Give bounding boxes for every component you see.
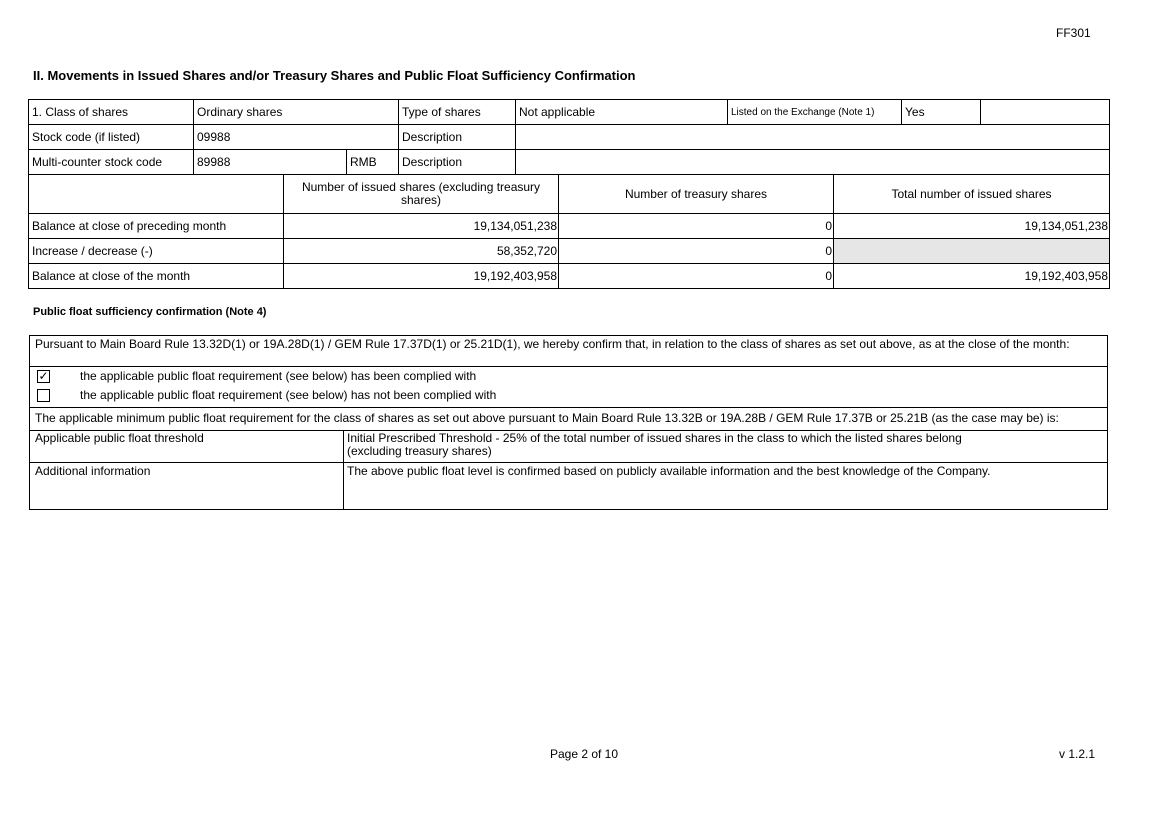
row-issued: 19,192,403,958 (284, 264, 559, 289)
row-total: 19,192,403,958 (834, 264, 1110, 289)
public-float-box (29, 335, 1108, 510)
class-value: Ordinary shares (194, 100, 399, 125)
listed-extra (981, 100, 1110, 125)
additional-value: The above public float level is confirmed based on publicly available information and the best knowledge of the Company. (347, 464, 991, 478)
stock-code-row (29, 125, 1110, 150)
check-mark-icon: ✓ (38, 369, 49, 383)
movements-header-blank (29, 175, 284, 214)
class-label: 1. Class of shares (29, 100, 194, 125)
type-value: Not applicable (516, 100, 728, 125)
divider (343, 430, 344, 510)
description-value (516, 125, 1110, 150)
checkbox-complied[interactable] (37, 370, 50, 383)
multi-counter-value: 89988 (194, 150, 347, 175)
stock-code-value: 09988 (194, 125, 399, 150)
row-treasury: 0 (559, 264, 834, 289)
section-title: II. Movements in Issued Shares and/or Treasury Shares and Public Float Sufficiency Confirmation (33, 68, 636, 83)
table-row (29, 264, 1110, 289)
version-label: v 1.2.1 (1059, 747, 1096, 761)
row-total (834, 239, 1110, 264)
stock-code-label: Stock code (if listed) (29, 125, 194, 150)
table-row (29, 214, 1110, 239)
divider (30, 462, 1107, 463)
header-issued: Number of issued shares (excluding treasury shares) (284, 175, 559, 214)
additional-label: Additional information (35, 464, 151, 478)
public-float-intro: Pursuant to Main Board Rule 13.32D(1) or 19A.28D(1) / GEM Rule 17.37D(1) or 25.21D(1), we hereby confirm that, in relation to the class of shares as set out above, as at the close of the month: (35, 337, 1070, 351)
form-code: FF301 (1056, 26, 1091, 40)
share-info-table (28, 99, 1110, 175)
row-total: 19,134,051,238 (834, 214, 1110, 239)
option-complied-label: the applicable public float requirement (see below) has been complied with (80, 369, 477, 383)
listed-label: Listed on the Exchange (Note 1) (728, 100, 902, 125)
type-label: Type of shares (399, 100, 516, 125)
divider (30, 366, 1107, 367)
description2-value (516, 150, 1110, 175)
class-row (29, 100, 1110, 125)
row-label: Balance at close of the month (29, 264, 284, 289)
table-row (29, 239, 1110, 264)
row-label: Balance at close of preceding month (29, 214, 284, 239)
row-issued: 19,134,051,238 (284, 214, 559, 239)
page-number: Page 2 of 10 (549, 747, 619, 761)
movements-header-row (29, 175, 1110, 214)
divider (30, 407, 1107, 408)
multi-counter-label: Multi-counter stock code (29, 150, 194, 175)
movements-table (28, 174, 1110, 289)
threshold-value: Initial Prescribed Threshold - 25% of the total number of issued shares in the class to which the listed shares belong (excluding treasury shares) (347, 431, 962, 458)
option-not-complied-label: the applicable public float requirement (see below) has not been complied with (80, 388, 497, 402)
header-treasury: Number of treasury shares (559, 175, 834, 214)
checkbox-not-complied[interactable] (37, 389, 50, 402)
currency: RMB (347, 150, 399, 175)
multi-counter-row (29, 150, 1110, 175)
requirement-text: The applicable minimum public float requirement for the class of shares as set out above pursuant to Main Board Rule 13.32B or 19A.28B / GEM Rule 17.37B or 25.21B (as the case may be) is: (35, 411, 1059, 425)
row-treasury: 0 (559, 239, 834, 264)
row-label: Increase / decrease (-) (29, 239, 284, 264)
threshold-label: Applicable public float threshold (35, 431, 204, 445)
row-treasury: 0 (559, 214, 834, 239)
public-float-title: Public float sufficiency confirmation (Note 4) (33, 306, 267, 318)
header-total: Total number of issued shares (834, 175, 1110, 214)
description2-label: Description (399, 150, 516, 175)
row-issued: 58,352,720 (284, 239, 559, 264)
listed-value: Yes (902, 100, 981, 125)
description-label: Description (399, 125, 516, 150)
